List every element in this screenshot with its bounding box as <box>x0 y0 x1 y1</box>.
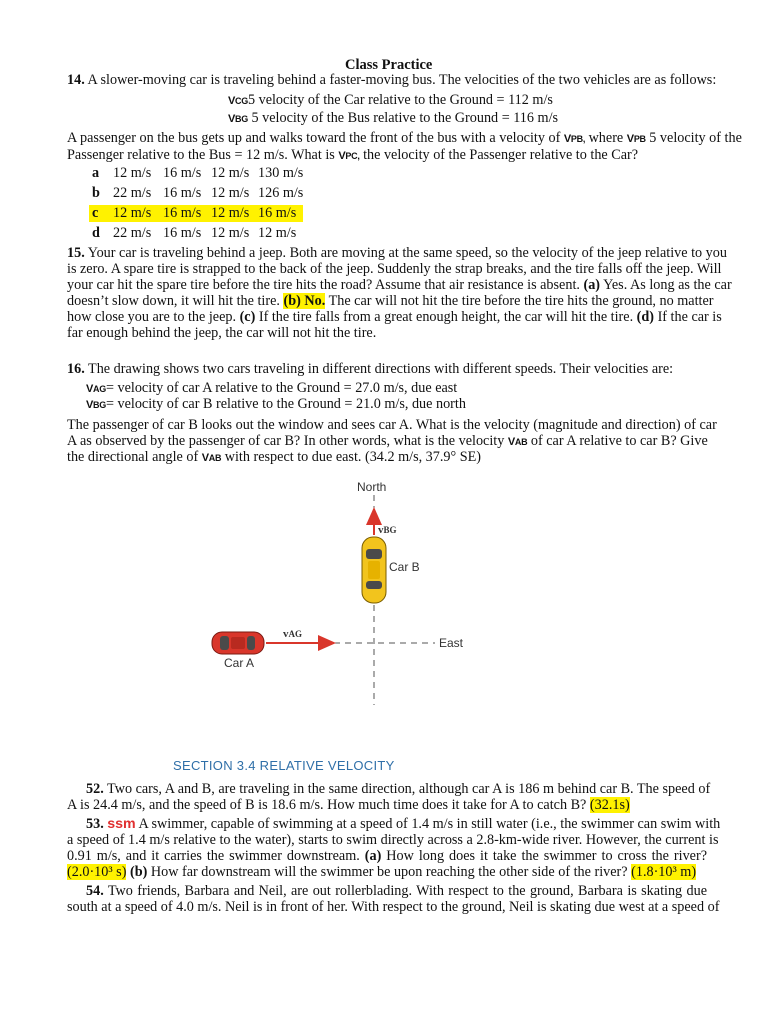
option-value: 130 m/s <box>258 165 304 181</box>
option-value: 22 m/s <box>113 225 152 241</box>
q15-line-4: doesn’t slow down, it will hit the tire. (b) No. The car will not hit the tire before the tire hits the ground, no matter <box>67 293 714 309</box>
v-pc-symbol: VPC, <box>338 150 360 162</box>
option-value: 12 m/s <box>113 205 152 221</box>
option-letter: c <box>92 205 99 221</box>
car-a-label: Car A <box>224 656 255 670</box>
q53-line-3: 0.91 m/s, and it carries the swimmer downstream. (a) How long does it take the swimmer to cross the river? <box>67 848 707 864</box>
q14-vcg-line <box>228 92 553 109</box>
q14-number: 14. <box>67 72 85 88</box>
q54-line-1: 54. Two friends, Barbara and Neil, are out rollerblading. With respect to the ground, Barbara is skating due <box>86 883 707 899</box>
section-heading: SECTION 3.4 RELATIVE VELOCITY <box>173 758 395 773</box>
q14-option-d <box>0 225 768 242</box>
v-pb-symbol: VPB, <box>563 133 586 145</box>
option-letter: a <box>92 165 100 181</box>
q52-line-2: A is 24.4 m/s, and the speed of B is 18.6 m/s. How much time does it take for A to catch B? (32.1s) <box>67 797 630 813</box>
q52-answer: (32.1s) <box>589 797 630 813</box>
q14-option-a <box>0 165 768 182</box>
v-bg-diagram-label: vBG <box>378 524 397 536</box>
car-a <box>212 632 264 654</box>
q16-line-2: The passenger of car B looks out the window and sees car A. What is the velocity (magnitude and direction) of car <box>67 417 717 433</box>
q53-answer-a: (2.0·10³ s) <box>67 864 127 880</box>
q16-vbg-line: VBG= velocity of car B relative to the Ground = 21.0 m/s, due north <box>86 396 466 412</box>
v-ab-symbol: VAB <box>507 436 528 448</box>
v-ag-diagram-label: vAG <box>283 628 302 640</box>
q16-line-1: 16. The drawing shows two cars traveling in different directions with different speeds. Their velocities are: <box>67 361 674 377</box>
option-value: 16 m/s <box>163 225 202 241</box>
v-ag-symbol: VAG <box>86 383 106 395</box>
east-label: East <box>439 636 464 650</box>
q15-line-6: far enough behind the jeep, the car will not hit the tire. <box>67 325 377 341</box>
option-value: 16 m/s <box>163 165 202 181</box>
option-value: 12 m/s <box>258 225 297 241</box>
v-cg-definition: 5 velocity of the Car relative to the Ground = 112 m/s <box>247 92 553 108</box>
option-value: 16 m/s <box>258 205 297 221</box>
v-cg-symbol: VCG <box>228 95 248 107</box>
q14-line-1 <box>67 72 716 88</box>
option-value: 12 m/s <box>211 205 250 221</box>
q14-option-c <box>0 205 768 222</box>
option-value: 16 m/s <box>163 185 202 201</box>
q14-vbg-line <box>228 110 558 127</box>
q14-question-line: Passenger relative to the Bus = 12 m/s. What is VPC, the velocity of the Passenger relative to the Car? <box>67 147 639 163</box>
q54-line-2: south at a speed of 4.0 m/s. Neil is in front of her. With respect to the ground, Neil is skating due west at a speed of <box>67 899 720 915</box>
option-value: 12 m/s <box>113 165 152 181</box>
q15-line-1: 15. Your car is traveling behind a jeep. Both are moving at the same speed, so the velocity of the jeep relative to you <box>67 245 727 261</box>
v-ab-symbol-2: VAB <box>201 452 222 464</box>
v-bg-definition: 5 velocity of the Bus relative to the Ground = 116 m/s <box>251 110 559 126</box>
page-title: Class Practice <box>345 57 433 73</box>
q15-line-5: how close you are to the jeep. (c) If the tire falls from a great enough height, the car will hit the tire. (d) If the car is <box>67 309 722 325</box>
q14-intro: A slower-moving car is traveling behind a faster-moving bus. The velocities of the two vehicles are as follows: <box>87 72 717 88</box>
velocity-diagram <box>0 475 768 725</box>
q53-line-4: (2.0·10³ s) (b) How far downstream will the swimmer be upon reaching the other side of the river? (1.8·10³ m) <box>67 864 697 880</box>
q53-line-1: 53. ssm A swimmer, capable of swimming at a speed of 1.4 m/s in still water (i.e., the swimmer can swim with <box>86 816 721 832</box>
q14-option-b <box>0 185 768 202</box>
q16-line-3: A as observed by the passenger of car B? In other words, what is the velocity VAB of car A relative to car B? Give <box>67 433 708 449</box>
option-letter: b <box>92 185 100 201</box>
q53-answer-b: (1.8·10³ m) <box>631 864 697 880</box>
option-value: 126 m/s <box>258 185 304 201</box>
q16-line-4: the directional angle of VAB with respect to due east. (34.2 m/s, 37.9° SE) <box>67 449 482 465</box>
q15-answer: (b) No. <box>283 293 326 309</box>
q15-line-3: your car hit the spare tire before the tire hits the road? Assume that air resistance is absent. (a) Yes. As long as the car <box>67 277 732 293</box>
car-b <box>362 537 386 603</box>
option-value: 16 m/s <box>163 205 202 221</box>
v-bg-symbol: VBG <box>228 113 248 125</box>
option-value: 22 m/s <box>113 185 152 201</box>
v-pb-symbol-2: VPB <box>626 133 646 145</box>
option-letter: d <box>92 225 100 241</box>
option-value: 12 m/s <box>211 225 250 241</box>
option-value: 12 m/s <box>211 165 250 181</box>
north-label: North <box>357 480 387 494</box>
car-b-label: Car B <box>389 560 420 574</box>
q16-vag-line: VAG= velocity of car A relative to the Ground = 27.0 m/s, due east <box>86 380 458 396</box>
q53-line-2: a speed of 1.4 m/s relative to the water), starts to swim directly across a 2.8-km-wide river. However, the current is <box>67 832 719 848</box>
q15-line-2: is zero. A spare tire is strapped to the back of the jeep. Suddenly the strap breaks, and the tire falls off the jeep. Will <box>67 261 722 277</box>
v-bg-symbol-2: VBG <box>86 399 106 411</box>
q52-line-1: 52. Two cars, A and B, are traveling in the same direction, although car A is 186 m behind car B. The speed of <box>86 781 711 797</box>
option-value: 12 m/s <box>211 185 250 201</box>
ssm-tag: ssm <box>107 816 136 832</box>
q14-passenger-line: A passenger on the bus gets up and walks toward the front of the bus with a velocity of VPB, where VPB 5 velocity of the <box>67 130 742 146</box>
